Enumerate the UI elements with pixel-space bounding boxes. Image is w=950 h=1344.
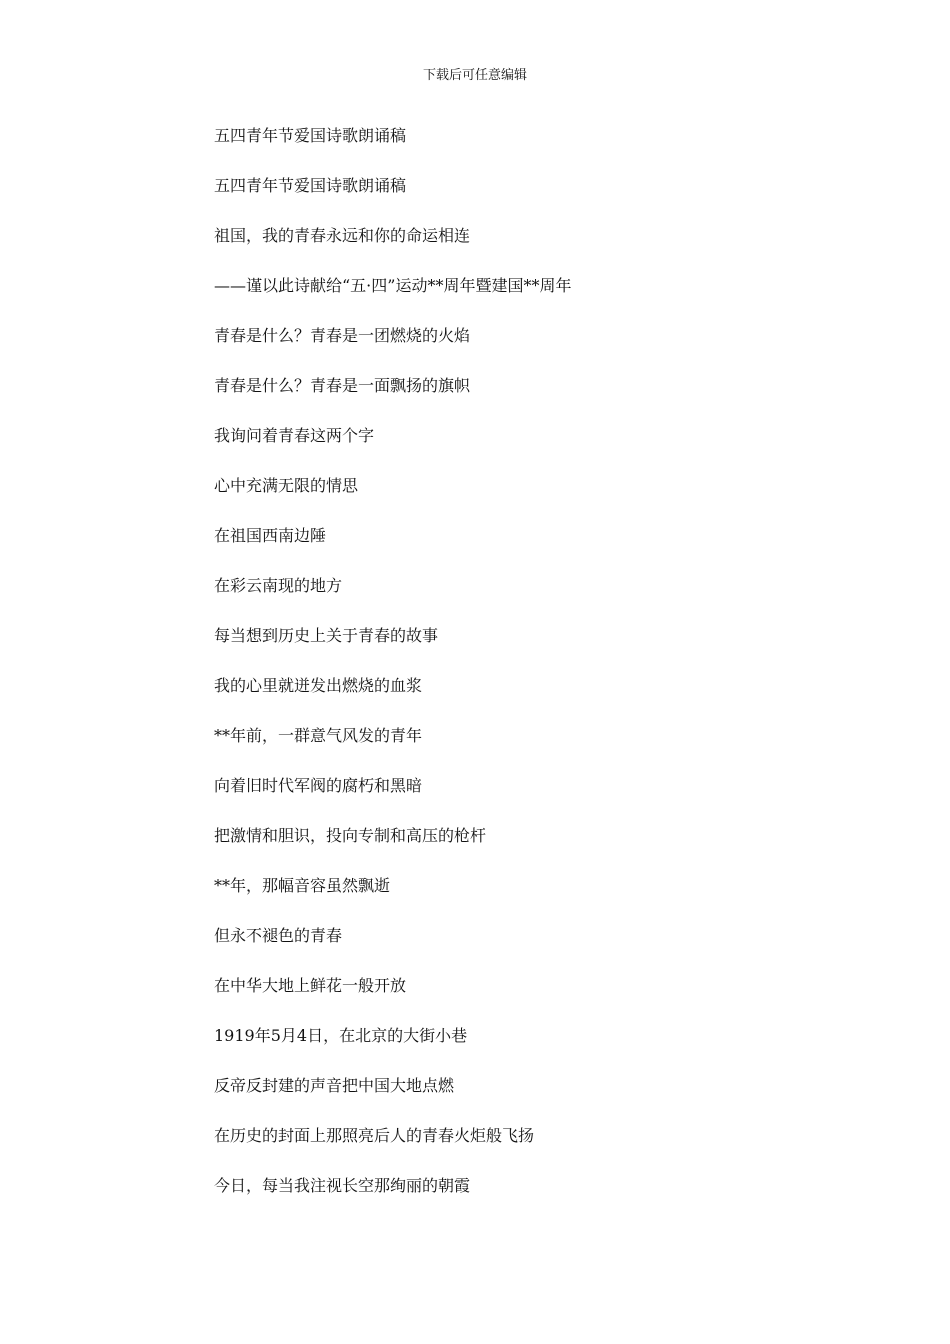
poem-line: **年，那幅音容虽然飘逝 [214,876,391,895]
poem-line: 青春是什么？青春是一团燃烧的火焰 [214,326,471,345]
poem-line: 祖国，我的青春永远和你的命运相连 [214,226,471,245]
document-body [214,124,834,1224]
poem-line: 把激情和胆识，投向专制和高压的枪杆 [214,826,487,845]
poem-dedication: ——谨以此诗献给“五·四”运动**周年暨建国**周年 [214,276,572,295]
poem-line: 在祖国西南边陲 [214,526,327,545]
page-header-note: 下载后可任意编辑 [422,68,527,83]
poem-line: 心中充满无限的情思 [214,476,359,495]
poem-line: 今日，每当我注视长空那绚丽的朝霞 [214,1176,471,1195]
poem-line: 在中华大地上鲜花一般开放 [214,976,407,995]
poem-line: 但永不褪色的青春 [214,926,343,945]
poem-line: 我的心里就迸发出燃烧的血浆 [214,676,423,695]
document-title: 五四青年节爱国诗歌朗诵稿 [214,126,407,145]
poem-line: 向着旧时代军阀的腐朽和黑暗 [214,776,423,795]
poem-title: 五四青年节爱国诗歌朗诵稿 [214,176,407,195]
poem-line: 我询问着青春这两个字 [214,426,375,445]
poem-line: 在历史的封面上那照亮后人的青春火炬般飞扬 [214,1126,535,1145]
poem-line: 在彩云南现的地方 [214,576,343,595]
poem-line: 每当想到历史上关于青春的故事 [214,626,439,645]
poem-line: **年前，一群意气风发的青年 [214,726,423,745]
poem-line: 1919年5月4日，在北京的大街小巷 [214,1026,468,1045]
poem-line: 反帝反封建的声音把中国大地点燃 [214,1076,455,1095]
poem-line: 青春是什么？青春是一面飘扬的旗帜 [214,376,471,395]
